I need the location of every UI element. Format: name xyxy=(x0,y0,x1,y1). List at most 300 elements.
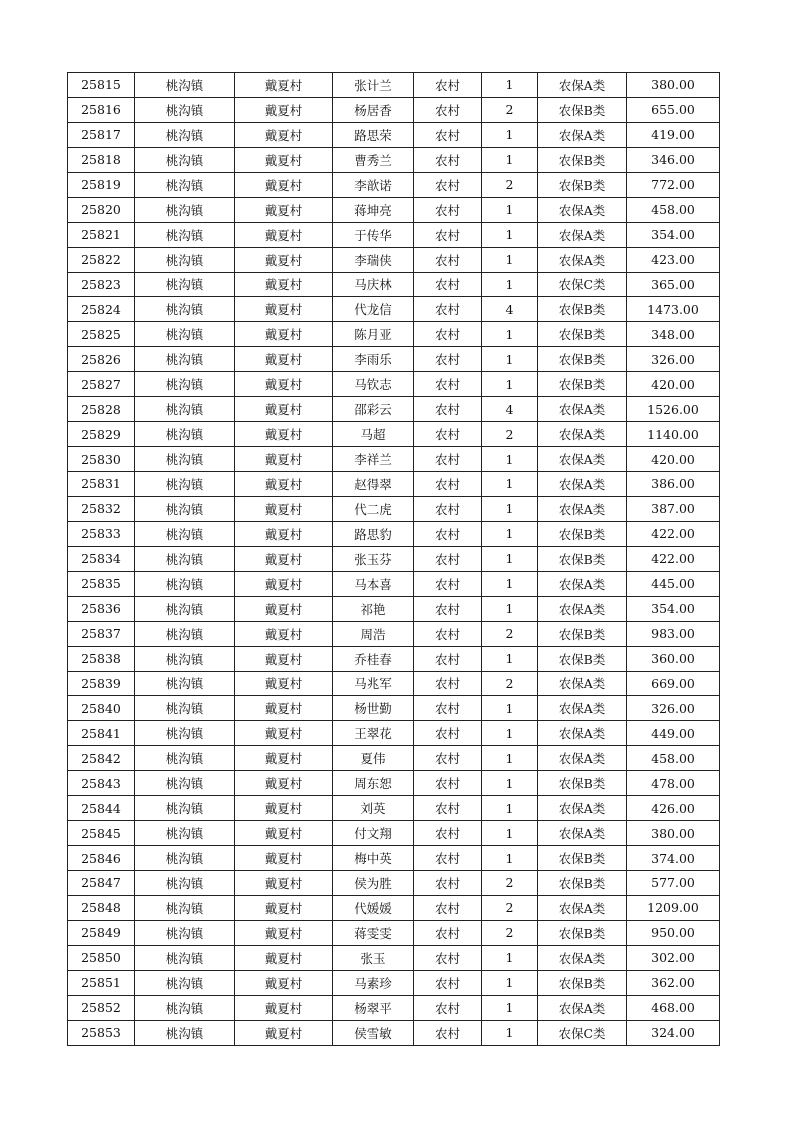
insurance-category-cell: 农保B类 xyxy=(538,322,627,347)
name-cell: 王翠花 xyxy=(333,721,414,746)
household-type-cell: 农村 xyxy=(414,771,482,796)
record-id-cell: 25819 xyxy=(68,172,135,197)
household-type-cell: 农村 xyxy=(414,821,482,846)
record-id-cell: 25820 xyxy=(68,197,135,222)
insurance-category-cell: 农保A类 xyxy=(538,746,627,771)
amount-cell: 655.00 xyxy=(627,97,720,122)
amount-cell: 346.00 xyxy=(627,147,720,172)
insurance-category-cell: 农保B类 xyxy=(538,297,627,322)
record-id-cell: 25832 xyxy=(68,496,135,521)
town-cell: 桃沟镇 xyxy=(135,646,235,671)
member-count-cell: 1 xyxy=(482,197,538,222)
record-id-cell: 25815 xyxy=(68,73,135,98)
table-row xyxy=(68,447,720,472)
table-row xyxy=(68,871,720,896)
amount-cell: 669.00 xyxy=(627,671,720,696)
member-count-cell: 1 xyxy=(482,472,538,497)
household-type-cell: 农村 xyxy=(414,1020,482,1045)
amount-cell: 422.00 xyxy=(627,521,720,546)
town-cell: 桃沟镇 xyxy=(135,995,235,1020)
table-row xyxy=(68,297,720,322)
village-cell: 戴夏村 xyxy=(235,147,333,172)
village-cell: 戴夏村 xyxy=(235,397,333,422)
village-cell: 戴夏村 xyxy=(235,871,333,896)
village-cell: 戴夏村 xyxy=(235,546,333,571)
name-cell: 赵得翠 xyxy=(333,472,414,497)
household-type-cell: 农村 xyxy=(414,147,482,172)
amount-cell: 380.00 xyxy=(627,821,720,846)
table-row xyxy=(68,372,720,397)
town-cell: 桃沟镇 xyxy=(135,322,235,347)
record-id-cell: 25825 xyxy=(68,322,135,347)
amount-cell: 423.00 xyxy=(627,247,720,272)
insurance-category-cell: 农保A类 xyxy=(538,222,627,247)
record-id-cell: 25828 xyxy=(68,397,135,422)
member-count-cell: 1 xyxy=(482,546,538,571)
village-cell: 戴夏村 xyxy=(235,846,333,871)
town-cell: 桃沟镇 xyxy=(135,871,235,896)
village-cell: 戴夏村 xyxy=(235,920,333,945)
amount-cell: 577.00 xyxy=(627,871,720,896)
amount-cell: 772.00 xyxy=(627,172,720,197)
village-cell: 戴夏村 xyxy=(235,945,333,970)
table-row xyxy=(68,945,720,970)
town-cell: 桃沟镇 xyxy=(135,172,235,197)
amount-cell: 983.00 xyxy=(627,621,720,646)
name-cell: 李瑞侠 xyxy=(333,247,414,272)
table-row xyxy=(68,422,720,447)
member-count-cell: 1 xyxy=(482,846,538,871)
insurance-category-cell: 农保A类 xyxy=(538,671,627,696)
insurance-category-cell: 农保A类 xyxy=(538,571,627,596)
insurance-category-cell: 农保A类 xyxy=(538,995,627,1020)
record-id-cell: 25823 xyxy=(68,272,135,297)
record-id-cell: 25831 xyxy=(68,472,135,497)
insurance-category-cell: 农保A类 xyxy=(538,197,627,222)
household-type-cell: 农村 xyxy=(414,995,482,1020)
member-count-cell: 2 xyxy=(482,871,538,896)
table-row xyxy=(68,272,720,297)
record-id-cell: 25847 xyxy=(68,871,135,896)
record-id-cell: 25848 xyxy=(68,895,135,920)
village-cell: 戴夏村 xyxy=(235,995,333,1020)
town-cell: 桃沟镇 xyxy=(135,297,235,322)
name-cell: 乔桂春 xyxy=(333,646,414,671)
record-id-cell: 25826 xyxy=(68,347,135,372)
village-cell: 戴夏村 xyxy=(235,97,333,122)
table-row xyxy=(68,970,720,995)
household-type-cell: 农村 xyxy=(414,247,482,272)
village-cell: 戴夏村 xyxy=(235,372,333,397)
record-id-cell: 25822 xyxy=(68,247,135,272)
record-id-cell: 25816 xyxy=(68,97,135,122)
household-type-cell: 农村 xyxy=(414,172,482,197)
household-type-cell: 农村 xyxy=(414,496,482,521)
village-cell: 戴夏村 xyxy=(235,447,333,472)
town-cell: 桃沟镇 xyxy=(135,147,235,172)
record-id-cell: 25829 xyxy=(68,422,135,447)
amount-cell: 365.00 xyxy=(627,272,720,297)
amount-cell: 387.00 xyxy=(627,496,720,521)
table-row xyxy=(68,172,720,197)
amount-cell: 458.00 xyxy=(627,746,720,771)
insurance-category-cell: 农保C类 xyxy=(538,1020,627,1045)
town-cell: 桃沟镇 xyxy=(135,197,235,222)
town-cell: 桃沟镇 xyxy=(135,422,235,447)
member-count-cell: 1 xyxy=(482,347,538,372)
insurance-category-cell: 农保A类 xyxy=(538,472,627,497)
table-row xyxy=(68,122,720,147)
household-type-cell: 农村 xyxy=(414,571,482,596)
village-cell: 戴夏村 xyxy=(235,721,333,746)
household-type-cell: 农村 xyxy=(414,596,482,621)
insurance-category-cell: 农保B类 xyxy=(538,621,627,646)
village-cell: 戴夏村 xyxy=(235,746,333,771)
record-id-cell: 25817 xyxy=(68,122,135,147)
record-id-cell: 25839 xyxy=(68,671,135,696)
household-type-cell: 农村 xyxy=(414,895,482,920)
insurance-category-cell: 农保B类 xyxy=(538,372,627,397)
household-type-cell: 农村 xyxy=(414,721,482,746)
household-type-cell: 农村 xyxy=(414,472,482,497)
records-table xyxy=(67,72,720,1046)
town-cell: 桃沟镇 xyxy=(135,347,235,372)
amount-cell: 348.00 xyxy=(627,322,720,347)
household-type-cell: 农村 xyxy=(414,696,482,721)
table-row xyxy=(68,472,720,497)
record-id-cell: 25830 xyxy=(68,447,135,472)
table-row xyxy=(68,546,720,571)
household-type-cell: 农村 xyxy=(414,122,482,147)
household-type-cell: 农村 xyxy=(414,920,482,945)
record-id-cell: 25827 xyxy=(68,372,135,397)
household-type-cell: 农村 xyxy=(414,621,482,646)
table-row xyxy=(68,197,720,222)
amount-cell: 1140.00 xyxy=(627,422,720,447)
town-cell: 桃沟镇 xyxy=(135,447,235,472)
insurance-category-cell: 农保A类 xyxy=(538,696,627,721)
village-cell: 戴夏村 xyxy=(235,247,333,272)
member-count-cell: 1 xyxy=(482,995,538,1020)
village-cell: 戴夏村 xyxy=(235,895,333,920)
town-cell: 桃沟镇 xyxy=(135,521,235,546)
name-cell: 马超 xyxy=(333,422,414,447)
amount-cell: 386.00 xyxy=(627,472,720,497)
table-row xyxy=(68,995,720,1020)
insurance-category-cell: 农保A类 xyxy=(538,596,627,621)
table-row xyxy=(68,821,720,846)
village-cell: 戴夏村 xyxy=(235,222,333,247)
member-count-cell: 2 xyxy=(482,97,538,122)
member-count-cell: 1 xyxy=(482,696,538,721)
household-type-cell: 农村 xyxy=(414,646,482,671)
record-id-cell: 25835 xyxy=(68,571,135,596)
village-cell: 戴夏村 xyxy=(235,796,333,821)
insurance-category-cell: 农保B类 xyxy=(538,771,627,796)
member-count-cell: 2 xyxy=(482,422,538,447)
village-cell: 戴夏村 xyxy=(235,671,333,696)
town-cell: 桃沟镇 xyxy=(135,272,235,297)
table-row xyxy=(68,920,720,945)
record-id-cell: 25845 xyxy=(68,821,135,846)
town-cell: 桃沟镇 xyxy=(135,846,235,871)
table-row xyxy=(68,721,720,746)
member-count-cell: 1 xyxy=(482,222,538,247)
name-cell: 梅中英 xyxy=(333,846,414,871)
household-type-cell: 农村 xyxy=(414,222,482,247)
household-type-cell: 农村 xyxy=(414,945,482,970)
amount-cell: 302.00 xyxy=(627,945,720,970)
table-row xyxy=(68,496,720,521)
insurance-category-cell: 农保A类 xyxy=(538,821,627,846)
insurance-category-cell: 农保A类 xyxy=(538,73,627,98)
member-count-cell: 1 xyxy=(482,247,538,272)
record-id-cell: 25837 xyxy=(68,621,135,646)
insurance-category-cell: 农保A类 xyxy=(538,447,627,472)
member-count-cell: 1 xyxy=(482,945,538,970)
record-id-cell: 25834 xyxy=(68,546,135,571)
town-cell: 桃沟镇 xyxy=(135,472,235,497)
member-count-cell: 2 xyxy=(482,172,538,197)
member-count-cell: 1 xyxy=(482,521,538,546)
household-type-cell: 农村 xyxy=(414,447,482,472)
insurance-category-cell: 农保B类 xyxy=(538,871,627,896)
insurance-category-cell: 农保B类 xyxy=(538,521,627,546)
name-cell: 周浩 xyxy=(333,621,414,646)
village-cell: 戴夏村 xyxy=(235,571,333,596)
record-id-cell: 25838 xyxy=(68,646,135,671)
town-cell: 桃沟镇 xyxy=(135,1020,235,1045)
amount-cell: 422.00 xyxy=(627,546,720,571)
insurance-category-cell: 农保B类 xyxy=(538,546,627,571)
village-cell: 戴夏村 xyxy=(235,347,333,372)
table-row xyxy=(68,97,720,122)
table-row xyxy=(68,247,720,272)
table-row xyxy=(68,895,720,920)
town-cell: 桃沟镇 xyxy=(135,821,235,846)
amount-cell: 478.00 xyxy=(627,771,720,796)
member-count-cell: 1 xyxy=(482,322,538,347)
name-cell: 张玉芬 xyxy=(333,546,414,571)
record-id-cell: 25853 xyxy=(68,1020,135,1045)
amount-cell: 354.00 xyxy=(627,596,720,621)
village-cell: 戴夏村 xyxy=(235,596,333,621)
household-type-cell: 农村 xyxy=(414,846,482,871)
amount-cell: 374.00 xyxy=(627,846,720,871)
amount-cell: 950.00 xyxy=(627,920,720,945)
name-cell: 陈月亚 xyxy=(333,322,414,347)
name-cell: 曹秀兰 xyxy=(333,147,414,172)
table-row xyxy=(68,521,720,546)
table-body xyxy=(68,73,720,1046)
member-count-cell: 2 xyxy=(482,671,538,696)
name-cell: 刘英 xyxy=(333,796,414,821)
name-cell: 马庆林 xyxy=(333,272,414,297)
member-count-cell: 1 xyxy=(482,596,538,621)
village-cell: 戴夏村 xyxy=(235,122,333,147)
record-id-cell: 25851 xyxy=(68,970,135,995)
household-type-cell: 农村 xyxy=(414,347,482,372)
amount-cell: 354.00 xyxy=(627,222,720,247)
name-cell: 蒋雯雯 xyxy=(333,920,414,945)
name-cell: 路思荣 xyxy=(333,122,414,147)
member-count-cell: 1 xyxy=(482,771,538,796)
household-type-cell: 农村 xyxy=(414,422,482,447)
town-cell: 桃沟镇 xyxy=(135,895,235,920)
amount-cell: 449.00 xyxy=(627,721,720,746)
village-cell: 戴夏村 xyxy=(235,172,333,197)
amount-cell: 445.00 xyxy=(627,571,720,596)
member-count-cell: 1 xyxy=(482,447,538,472)
village-cell: 戴夏村 xyxy=(235,696,333,721)
name-cell: 马兆军 xyxy=(333,671,414,696)
table-row xyxy=(68,646,720,671)
name-cell: 李祥兰 xyxy=(333,447,414,472)
insurance-category-cell: 农保C类 xyxy=(538,272,627,297)
record-id-cell: 25842 xyxy=(68,746,135,771)
name-cell: 杨世勤 xyxy=(333,696,414,721)
record-id-cell: 25836 xyxy=(68,596,135,621)
record-id-cell: 25833 xyxy=(68,521,135,546)
table-row xyxy=(68,696,720,721)
town-cell: 桃沟镇 xyxy=(135,122,235,147)
name-cell: 李歆诺 xyxy=(333,172,414,197)
amount-cell: 1209.00 xyxy=(627,895,720,920)
insurance-category-cell: 农保A类 xyxy=(538,895,627,920)
village-cell: 戴夏村 xyxy=(235,197,333,222)
record-id-cell: 25824 xyxy=(68,297,135,322)
town-cell: 桃沟镇 xyxy=(135,920,235,945)
table-row xyxy=(68,1020,720,1045)
town-cell: 桃沟镇 xyxy=(135,696,235,721)
member-count-cell: 1 xyxy=(482,970,538,995)
table-row xyxy=(68,222,720,247)
insurance-category-cell: 农保B类 xyxy=(538,97,627,122)
table-row xyxy=(68,621,720,646)
town-cell: 桃沟镇 xyxy=(135,247,235,272)
town-cell: 桃沟镇 xyxy=(135,621,235,646)
insurance-category-cell: 农保A类 xyxy=(538,122,627,147)
member-count-cell: 1 xyxy=(482,571,538,596)
table-row xyxy=(68,73,720,98)
insurance-category-cell: 农保B类 xyxy=(538,347,627,372)
member-count-cell: 2 xyxy=(482,895,538,920)
amount-cell: 468.00 xyxy=(627,995,720,1020)
village-cell: 戴夏村 xyxy=(235,496,333,521)
town-cell: 桃沟镇 xyxy=(135,945,235,970)
village-cell: 戴夏村 xyxy=(235,771,333,796)
amount-cell: 362.00 xyxy=(627,970,720,995)
village-cell: 戴夏村 xyxy=(235,621,333,646)
name-cell: 蒋坤亮 xyxy=(333,197,414,222)
amount-cell: 1526.00 xyxy=(627,397,720,422)
amount-cell: 419.00 xyxy=(627,122,720,147)
table-row xyxy=(68,746,720,771)
table-row xyxy=(68,796,720,821)
record-id-cell: 25850 xyxy=(68,945,135,970)
amount-cell: 420.00 xyxy=(627,372,720,397)
name-cell: 张计兰 xyxy=(333,73,414,98)
household-type-cell: 农村 xyxy=(414,73,482,98)
name-cell: 夏伟 xyxy=(333,746,414,771)
village-cell: 戴夏村 xyxy=(235,970,333,995)
insurance-category-cell: 农保A类 xyxy=(538,247,627,272)
household-type-cell: 农村 xyxy=(414,197,482,222)
town-cell: 桃沟镇 xyxy=(135,496,235,521)
town-cell: 桃沟镇 xyxy=(135,546,235,571)
member-count-cell: 1 xyxy=(482,721,538,746)
record-id-cell: 25844 xyxy=(68,796,135,821)
household-type-cell: 农村 xyxy=(414,746,482,771)
name-cell: 李雨乐 xyxy=(333,347,414,372)
village-cell: 戴夏村 xyxy=(235,322,333,347)
member-count-cell: 4 xyxy=(482,297,538,322)
village-cell: 戴夏村 xyxy=(235,1020,333,1045)
member-count-cell: 1 xyxy=(482,122,538,147)
household-type-cell: 农村 xyxy=(414,297,482,322)
amount-cell: 326.00 xyxy=(627,696,720,721)
name-cell: 马钦志 xyxy=(333,372,414,397)
table-row xyxy=(68,322,720,347)
household-type-cell: 农村 xyxy=(414,871,482,896)
household-type-cell: 农村 xyxy=(414,796,482,821)
village-cell: 戴夏村 xyxy=(235,297,333,322)
name-cell: 杨居香 xyxy=(333,97,414,122)
record-id-cell: 25846 xyxy=(68,846,135,871)
record-id-cell: 25852 xyxy=(68,995,135,1020)
insurance-category-cell: 农保A类 xyxy=(538,945,627,970)
amount-cell: 326.00 xyxy=(627,347,720,372)
town-cell: 桃沟镇 xyxy=(135,571,235,596)
name-cell: 马素珍 xyxy=(333,970,414,995)
insurance-category-cell: 农保A类 xyxy=(538,721,627,746)
village-cell: 戴夏村 xyxy=(235,73,333,98)
member-count-cell: 1 xyxy=(482,372,538,397)
household-type-cell: 农村 xyxy=(414,397,482,422)
record-id-cell: 25849 xyxy=(68,920,135,945)
amount-cell: 1473.00 xyxy=(627,297,720,322)
village-cell: 戴夏村 xyxy=(235,272,333,297)
amount-cell: 458.00 xyxy=(627,197,720,222)
insurance-category-cell: 农保B类 xyxy=(538,846,627,871)
town-cell: 桃沟镇 xyxy=(135,372,235,397)
town-cell: 桃沟镇 xyxy=(135,746,235,771)
record-id-cell: 25841 xyxy=(68,721,135,746)
amount-cell: 380.00 xyxy=(627,73,720,98)
insurance-category-cell: 农保B类 xyxy=(538,172,627,197)
village-cell: 戴夏村 xyxy=(235,821,333,846)
name-cell: 代媛媛 xyxy=(333,895,414,920)
member-count-cell: 1 xyxy=(482,1020,538,1045)
name-cell: 侯为胜 xyxy=(333,871,414,896)
household-type-cell: 农村 xyxy=(414,97,482,122)
record-id-cell: 25843 xyxy=(68,771,135,796)
table-row xyxy=(68,771,720,796)
amount-cell: 420.00 xyxy=(627,447,720,472)
town-cell: 桃沟镇 xyxy=(135,97,235,122)
insurance-category-cell: 农保B类 xyxy=(538,147,627,172)
table-row xyxy=(68,596,720,621)
name-cell: 代龙信 xyxy=(333,297,414,322)
amount-cell: 360.00 xyxy=(627,646,720,671)
name-cell: 路思豹 xyxy=(333,521,414,546)
town-cell: 桃沟镇 xyxy=(135,970,235,995)
member-count-cell: 1 xyxy=(482,147,538,172)
amount-cell: 426.00 xyxy=(627,796,720,821)
village-cell: 戴夏村 xyxy=(235,472,333,497)
name-cell: 杨翠平 xyxy=(333,995,414,1020)
town-cell: 桃沟镇 xyxy=(135,796,235,821)
